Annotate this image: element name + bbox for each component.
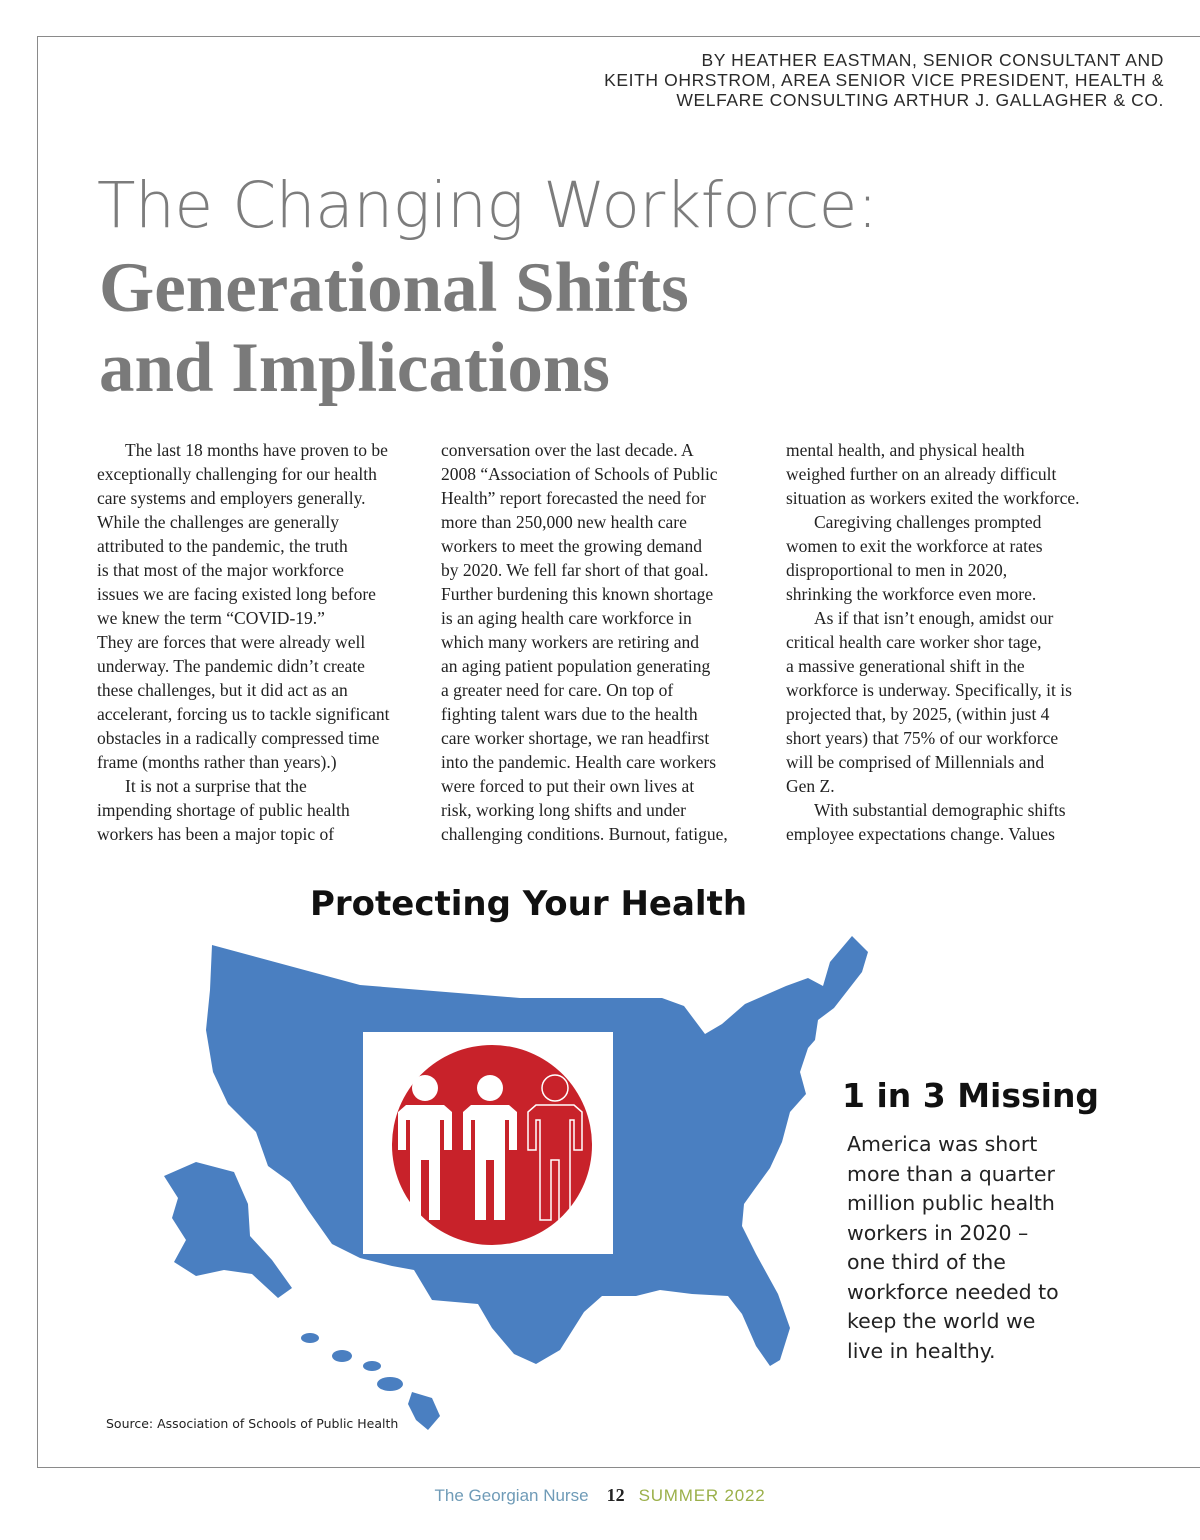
source-credit: Source: Association of Schools of Public Health — [106, 1416, 399, 1431]
text-line: underway. The pandemic didn’t create — [97, 656, 365, 676]
text-line: care worker shortage, we ran headfirst — [441, 728, 710, 748]
text-line: more than 250,000 new health care — [441, 512, 687, 532]
frame-left-rule — [37, 36, 38, 1468]
hawaii-island — [332, 1350, 352, 1362]
us-map-icon — [150, 920, 890, 1440]
text-line: issues we are facing existed long before — [97, 584, 376, 604]
text-line: projected that, by 2025, (within just 4 — [786, 704, 1050, 724]
byline — [464, 50, 1164, 110]
text-line: mental health, and physical health — [786, 440, 1025, 460]
article-title-light: The Changing Workforce: — [97, 169, 878, 242]
stat-line: more than a quarter — [847, 1161, 1055, 1186]
frame-bottom-rule — [37, 1467, 1200, 1468]
text-line: fighting talent wars due to the health — [441, 704, 698, 724]
text-line: attributed to the pandemic, the truth — [97, 536, 348, 556]
stat-line: workers in 2020 – — [847, 1220, 1029, 1245]
text-line: conversation over the last decade. A — [441, 440, 694, 460]
text-line: 2008 “Association of Schools of Public — [441, 464, 718, 484]
text-line: situation as workers exited the workforce. — [786, 488, 1080, 508]
text-line: exceptionally challenging for our health — [97, 464, 377, 484]
hawaii-island — [408, 1392, 440, 1430]
alaska-shape — [164, 1162, 292, 1298]
stat-heading: 1 in 3 Missing — [842, 1076, 1100, 1115]
text-line: challenging conditions. Burnout, fatigue, — [441, 824, 728, 844]
article-column-1 — [97, 438, 422, 846]
text-line: a massive generational shift in the — [786, 656, 1025, 676]
byline-line: WELFARE CONSULTING ARTHUR J. GALLAGHER & CO. — [676, 90, 1164, 110]
text-line: a greater need for care. On top of — [441, 680, 674, 700]
text-line: is that most of the major workforce — [97, 560, 344, 580]
text-line: Health” report forecasted the need for — [441, 488, 706, 508]
text-line: workers to meet the growing demand — [441, 536, 702, 556]
stat-line: one third of the — [847, 1250, 1006, 1274]
text-line: short years) that 75% of our workforce — [786, 728, 1059, 748]
infographic-title: Protecting Your Health — [310, 884, 748, 924]
text-line: While the challenges are generally — [97, 512, 339, 532]
text-line: risk, working long shifts and under — [441, 800, 686, 820]
text-line: Gen Z. — [786, 776, 835, 796]
text-line: by 2020. We fell far short of that goal. — [441, 560, 709, 580]
text-line: obstacles in a radically compressed time — [97, 728, 380, 748]
text-line: critical health care worker shor tage, — [786, 632, 1042, 652]
text-line: which many workers are retiring and — [441, 632, 700, 652]
stat-line: million public health — [847, 1191, 1055, 1215]
text-line: workforce is underway. Specifically, it is — [786, 680, 1072, 700]
text-line: disproportional to men in 2020, — [786, 560, 1008, 580]
byline-line: BY HEATHER EASTMAN, SENIOR CONSULTANT AND — [701, 50, 1164, 70]
article-title-bold — [99, 248, 689, 408]
text-line: weighed further on an already difficult — [786, 464, 1057, 484]
text-line: is an aging health care workforce in — [441, 608, 692, 628]
text-line: shrinking the workforce even more. — [786, 584, 1037, 604]
text-line: were forced to put their own lives at — [441, 776, 695, 796]
text-line: Further burdening this known shortage — [441, 584, 714, 604]
stat-line: keep the world we — [847, 1309, 1036, 1333]
person-head — [477, 1075, 503, 1101]
text-line: employee expectations change. Values — [786, 824, 1055, 844]
text-line: will be comprised of Millennials and — [786, 752, 1045, 772]
text-line: They are forces that were already well — [97, 632, 366, 652]
text-line: these challenges, but it did act as an — [97, 680, 348, 700]
hawaii-island — [377, 1377, 403, 1391]
stat-line: workforce needed to — [847, 1279, 1059, 1304]
text-line: we knew the term “COVID-19.” — [97, 608, 325, 628]
text-line: The last 18 months have proven to be — [125, 440, 388, 460]
stat-body — [847, 1130, 1059, 1366]
text-line: workers has been a major topic of — [97, 824, 335, 844]
text-line: As if that isn’t enough, amidst our — [814, 608, 1054, 628]
text-line: impending shortage of public health — [97, 800, 350, 820]
text-line: care systems and employers generally. — [97, 488, 366, 508]
hawaii-island — [363, 1361, 381, 1371]
issue-date: SUMMER 2022 — [638, 1486, 766, 1505]
person-head — [412, 1075, 438, 1101]
text-line: Caregiving challenges prompted — [814, 512, 1042, 532]
stat-line: America was short — [847, 1132, 1038, 1156]
page-footer — [0, 1485, 1200, 1506]
article-column-3 — [786, 438, 1111, 846]
title-bold-line: and Implications — [99, 329, 610, 407]
text-line: an aging patient population generating — [441, 656, 711, 676]
page-number: 12 — [606, 1485, 625, 1505]
stat-line: live in healthy. — [847, 1338, 996, 1363]
frame-top-rule — [37, 36, 1200, 37]
text-line: With substantial demographic shifts — [814, 800, 1066, 820]
text-line: into the pandemic. Health care workers — [441, 752, 717, 772]
text-line: frame (months rather than years).) — [97, 752, 337, 772]
text-line: accelerant, forcing us to tackle significant — [97, 704, 390, 724]
hawaii-island — [301, 1333, 319, 1343]
text-line: It is not a surprise that the — [125, 776, 307, 796]
article-column-2 — [441, 438, 766, 846]
title-bold-line: Generational Shifts — [99, 249, 689, 327]
text-line: women to exit the workforce at rates — [786, 536, 1043, 556]
byline-line: KEITH OHRSTROM, AREA SENIOR VICE PRESIDENT, HEALTH & — [604, 70, 1164, 90]
publication-name: The Georgian Nurse — [434, 1486, 589, 1505]
